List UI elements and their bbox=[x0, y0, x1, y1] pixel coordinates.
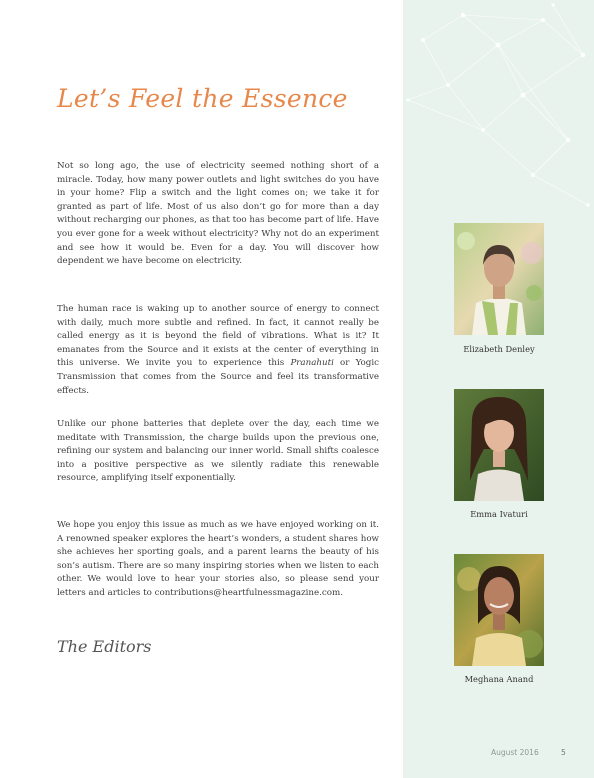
paragraph-1: Not so long ago, the use of electricity seemed nothing short of a miracle. Today, how many power outlets and light switches do you have in your home? Flip a switch and the light comes on; we take it for granted as part of life. Most of us also don’t go for more than a day without recharging our phones, as that too has become part of life. Have you ever gone for a week without electricity? Why not do an experiment and see how it would be. Even for a day. You will discover how dependent we have become on electricity. bbox=[57, 161, 379, 267]
page-number: 5 bbox=[561, 748, 566, 757]
paragraph-2-text-a: The human race is waking up to another source of energy to connect with daily, much more subtle and refined. In fact, it cannot really be called energy as it is beyond the field of vibrations. What is it? It emanates from the Source and it exists at the center of everything in this universe. We invite you to experience this bbox=[57, 304, 379, 369]
page-title: Let’s Feel the Essence bbox=[57, 84, 348, 113]
editor-name-3: Meghana Anand bbox=[464, 674, 534, 684]
editor-photo-2 bbox=[454, 389, 544, 501]
paragraph-2 bbox=[57, 303, 379, 398]
paragraph-2-text-b: or Yogic Transmission that comes from the Source and feel its transformative effects. bbox=[57, 358, 379, 396]
paragraph-3: Unlike our phone batteries that deplete over the day, each time we meditate with Transmission, the charge builds upon the previous one, refining our system and balancing our inner world. Small shifts coalesce into a positive perspective as we silently radiate this renewable resource, amplifying itself exponentially. bbox=[57, 419, 379, 484]
footer-date: August 2016 bbox=[491, 748, 539, 757]
paragraph-4: We hope you enjoy this issue as much as we have enjoyed working on it. A renowned speaker explores the heart’s wonders, a student shares how she achieves her sporting goals, and a parent learns the beauty of his son’s autism. There are so many inspiring stories when we listen to each other. We would love to hear your stories also, so please send your letters and articles to contributions@heartfulnessmagazine.com. bbox=[57, 520, 379, 598]
editor-name-1: Elizabeth Denley bbox=[463, 344, 535, 354]
editor-photo-1 bbox=[454, 223, 544, 335]
editor-photo-3 bbox=[454, 554, 544, 666]
editor-name-2: Emma Ivaturi bbox=[470, 509, 528, 519]
paragraph-2-italic: Pranahuti bbox=[290, 358, 334, 369]
signature: The Editors bbox=[57, 637, 152, 656]
network-decoration bbox=[403, 0, 594, 230]
